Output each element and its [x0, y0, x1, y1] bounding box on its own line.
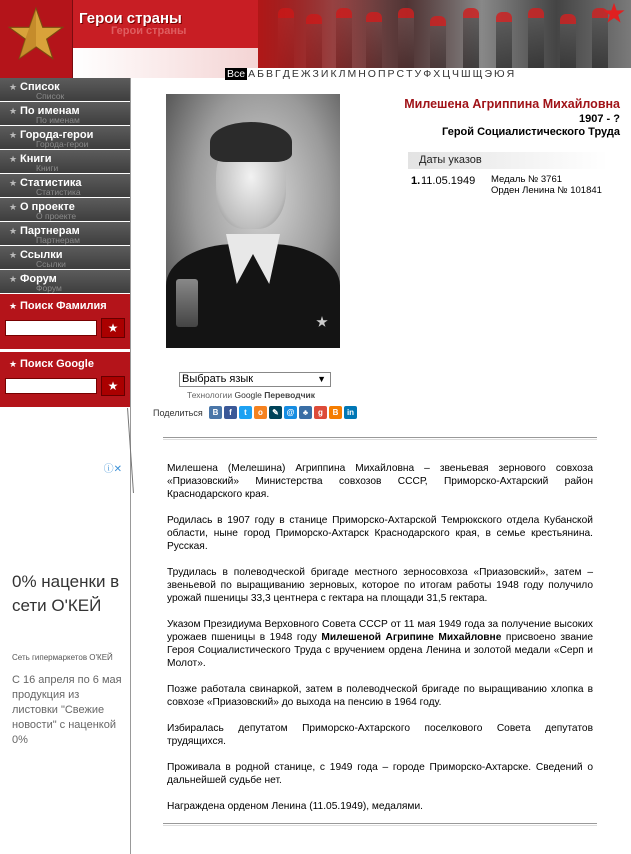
google-brand[interactable]: Google — [234, 390, 262, 400]
alphabet-link[interactable]: Д — [282, 68, 290, 80]
alphabet-link[interactable]: Э — [484, 68, 493, 80]
bio-paragraph: Проживала в родной станице, с 1949 года – городе Приморско-Ахтарске. Сведений о дальнейшей судьбе нет. — [167, 762, 593, 786]
alphabet-link[interactable]: Все — [227, 68, 246, 80]
sidebar-item-ghost: Партнерам — [36, 235, 80, 245]
alphabet-link[interactable]: Ш — [461, 68, 471, 80]
star-icon: ★ — [9, 250, 18, 260]
ad-headline[interactable]: 0% наценки в сети О'КЕЙ — [12, 572, 120, 615]
sidebar-item-label: Список — [20, 81, 60, 93]
alphabet-link[interactable]: Х — [433, 68, 441, 80]
alphabet-link[interactable]: С — [396, 68, 405, 80]
alphabet-link[interactable]: Е — [291, 68, 299, 80]
decree-number: 1. — [411, 175, 421, 187]
alphabet-link[interactable]: Л — [338, 68, 346, 80]
star-icon: ★ — [9, 106, 18, 116]
logo[interactable] — [0, 0, 73, 78]
share-label: Поделиться — [153, 408, 203, 418]
facebook-share-icon[interactable]: f — [224, 406, 237, 419]
star-icon: ★ — [9, 226, 18, 236]
sidebar-item-ghost: Форум — [36, 283, 62, 293]
hero-years: 1907 - ? — [579, 113, 620, 125]
googleplus-share-icon[interactable]: g — [314, 406, 327, 419]
site-header — [0, 0, 631, 78]
sidebar-item-label: По именам — [20, 105, 80, 117]
sidebar-item[interactable] — [0, 78, 130, 102]
star-logo-icon — [8, 6, 64, 62]
sidebar-item-label: Ссылки — [20, 249, 63, 261]
sidebar-item-ghost: О проекте — [36, 211, 77, 221]
sidebar-item-label: Города-герои — [20, 129, 94, 141]
sidebar-item-ghost: Ссылки — [36, 259, 66, 269]
alphabet-link[interactable]: Г — [275, 68, 281, 80]
alphabet-nav — [225, 68, 631, 80]
site-title-box[interactable] — [73, 0, 258, 48]
translate-credit — [187, 390, 315, 400]
bio-paragraph: Трудилась в полеводческой бригаде местного зерносовхоза «Приазовский», затем – звеньевой по выращиванию зерновых, которое по итогам работы 1948 году получило урожай пшеницы 33,3 центнера с гектара на площади 31,5 гектара. — [167, 567, 593, 604]
ad-body[interactable]: С 16 апреля по 6 мая продукция из листовки "Свежие новости" с наценкой 0% — [12, 674, 122, 746]
hero-title: Герой Социалистического Труда — [442, 126, 620, 138]
sidebar-item[interactable] — [0, 126, 130, 150]
decree-medal: Медаль № 3761 — [491, 174, 563, 185]
sidebar-item-label: Книги — [20, 153, 52, 165]
star-icon: ★ — [9, 154, 18, 164]
hero-biography — [167, 462, 593, 826]
alphabet-link[interactable]: О — [367, 68, 376, 80]
surname-search-input[interactable] — [5, 320, 97, 336]
bio-paragraph: Избиралась депутатом Приморско-Ахтарского поселкового Совета депутатов трудящихся. — [167, 723, 593, 747]
alphabet-link[interactable]: Я — [506, 68, 515, 80]
alphabet-link[interactable]: Н — [358, 68, 366, 80]
decree-order: Орден Ленина № 101841 — [491, 185, 602, 196]
alphabet-link[interactable]: А — [248, 68, 256, 80]
linkedin-share-icon[interactable]: in — [344, 406, 357, 419]
bio-text: Указом Президиума Верховного Совета СССР от 11 мая 1949 года за получение высоких урожаев пшеницы в 1948 году — [167, 619, 593, 643]
bio-paragraph: Милешена (Мелешина) Агриппина Михайловна – звеньевая зернового совхоза «Приазовский» Министерства совхозов СССР, Приморско-Ахтарский район Краснодарского края. — [167, 463, 593, 500]
alphabet-link[interactable]: З — [312, 68, 319, 80]
sidebar-item[interactable] — [0, 102, 130, 126]
advertisement[interactable] — [0, 460, 126, 850]
chevron-down-icon: ▼ — [317, 374, 326, 384]
alphabet-link[interactable]: Р — [387, 68, 395, 80]
google-search-input[interactable] — [5, 378, 97, 394]
bio-paragraph — [167, 618, 593, 670]
sidebar-item[interactable] — [0, 246, 130, 270]
alphabet-link[interactable]: М — [347, 68, 357, 80]
decree-dates-label: Даты указов — [419, 154, 482, 166]
google-search-title: Поиск Google — [20, 358, 94, 370]
red-star-icon — [603, 2, 625, 24]
sidebar-item-label: Партнерам — [20, 225, 80, 237]
alphabet-link[interactable]: Ю — [494, 68, 505, 80]
alphabet-link[interactable]: Ц — [442, 68, 450, 80]
odnoklassniki-share-icon[interactable]: о — [254, 406, 267, 419]
bio-bold-name: Милешеной Агрипине Михайловне — [321, 632, 502, 643]
ad-source[interactable]: Сеть гипермаркетов О'КЕЙ — [12, 653, 113, 662]
alphabet-link[interactable]: У — [414, 68, 422, 80]
surname-search-button[interactable]: ★ — [101, 318, 125, 338]
divider — [163, 823, 597, 826]
alphabet-link[interactable]: К — [330, 68, 337, 80]
star-icon: ★ — [9, 82, 18, 92]
translate-product[interactable]: Переводчик — [261, 390, 316, 400]
alphabet-link[interactable]: Ф — [423, 68, 432, 80]
alphabet-link[interactable]: И — [320, 68, 329, 80]
sidebar-item-ghost: По именам — [36, 115, 80, 125]
alphabet-link[interactable]: Б — [257, 68, 264, 80]
surname-search-title: Поиск Фамилия — [20, 300, 107, 312]
twitter-share-icon[interactable]: t — [239, 406, 252, 419]
alphabet-link[interactable]: Ж — [300, 68, 311, 80]
sidebar-item[interactable] — [0, 270, 130, 294]
sidebar-item[interactable] — [0, 150, 130, 174]
bio-paragraph: Награждена орденом Ленина (11.05.1949), медалями. — [167, 801, 423, 812]
share-icons — [209, 406, 357, 419]
moikrug-share-icon[interactable]: ♣ — [299, 406, 312, 419]
banner-red-overlay — [258, 0, 631, 68]
sidebar-item-ghost: Статистика — [36, 187, 81, 197]
bio-paragraph: Позже работала свинаркой, затем в полеводческой бригаде по выращиванию хлопка в совхозе «Приазовский» до выхода на пенсию в 1964 году. — [167, 684, 593, 708]
language-select[interactable] — [179, 372, 331, 387]
livejournal-share-icon[interactable]: ✎ — [269, 406, 282, 419]
star-icon: ★ — [9, 178, 18, 188]
alphabet-link[interactable]: Ч — [452, 68, 459, 80]
sidebar-item-ghost: Книги — [36, 163, 59, 173]
language-select-value: Выбрать язык — [182, 373, 254, 385]
alphabet-link[interactable]: Т — [406, 68, 413, 80]
sidebar-nav — [0, 78, 130, 294]
star-icon: ★ — [9, 130, 18, 140]
decree-date: 11.05.1949 — [421, 175, 476, 187]
sidebar-item-label: О проекте — [20, 201, 75, 213]
decree-dates-header — [408, 152, 608, 169]
sidebar-item[interactable] — [0, 222, 130, 246]
sidebar-item-label: Форум — [20, 273, 57, 285]
sidebar-item[interactable] — [0, 198, 130, 222]
star-icon: ★ — [9, 301, 18, 311]
google-search — [0, 352, 130, 410]
alphabet-link[interactable]: Щ — [472, 68, 483, 80]
translate-prefix: Технологии — [187, 390, 235, 400]
surname-search — [0, 294, 130, 352]
star-icon: ★ — [9, 274, 18, 284]
bio-paragraph: Родилась в 1907 году в станице Приморско-Ахтарской Темрюкского отдела Кубанской области, ныне город Приморско-Ахтарск Краснодарского края, в семье крестьянина. Русская. — [167, 515, 593, 552]
mailru-share-icon[interactable]: @ — [284, 406, 297, 419]
star-icon: ★ — [9, 359, 18, 369]
site-title[interactable]: Герои страны — [79, 10, 182, 27]
sidebar-item-label: Статистика — [20, 177, 82, 189]
sidebar-item-ghost: Список — [36, 91, 65, 101]
alphabet-link[interactable]: П — [377, 68, 386, 80]
alphabet-link[interactable]: В — [266, 68, 274, 80]
ad-choices-icon[interactable]: ⓘ✕ — [103, 464, 122, 475]
hero-portrait-photo — [166, 94, 340, 348]
star-icon: ★ — [9, 202, 18, 212]
site-title-ghost: Герои страны — [111, 25, 187, 37]
blogger-share-icon[interactable]: B — [329, 406, 342, 419]
bio-text: присвоено звание Героя Социалистического Труда с вручением ордена Ленина и золотой медали «Серп и Молот». — [167, 632, 593, 669]
sidebar-item-ghost: Города-герои — [36, 139, 89, 149]
vk-share-icon[interactable]: В — [209, 406, 222, 419]
sidebar-item[interactable] — [0, 174, 130, 198]
divider — [163, 437, 597, 440]
google-search-button[interactable]: ★ — [101, 376, 125, 396]
hero-name: Милешена Агриппина Михайловна — [404, 97, 620, 111]
